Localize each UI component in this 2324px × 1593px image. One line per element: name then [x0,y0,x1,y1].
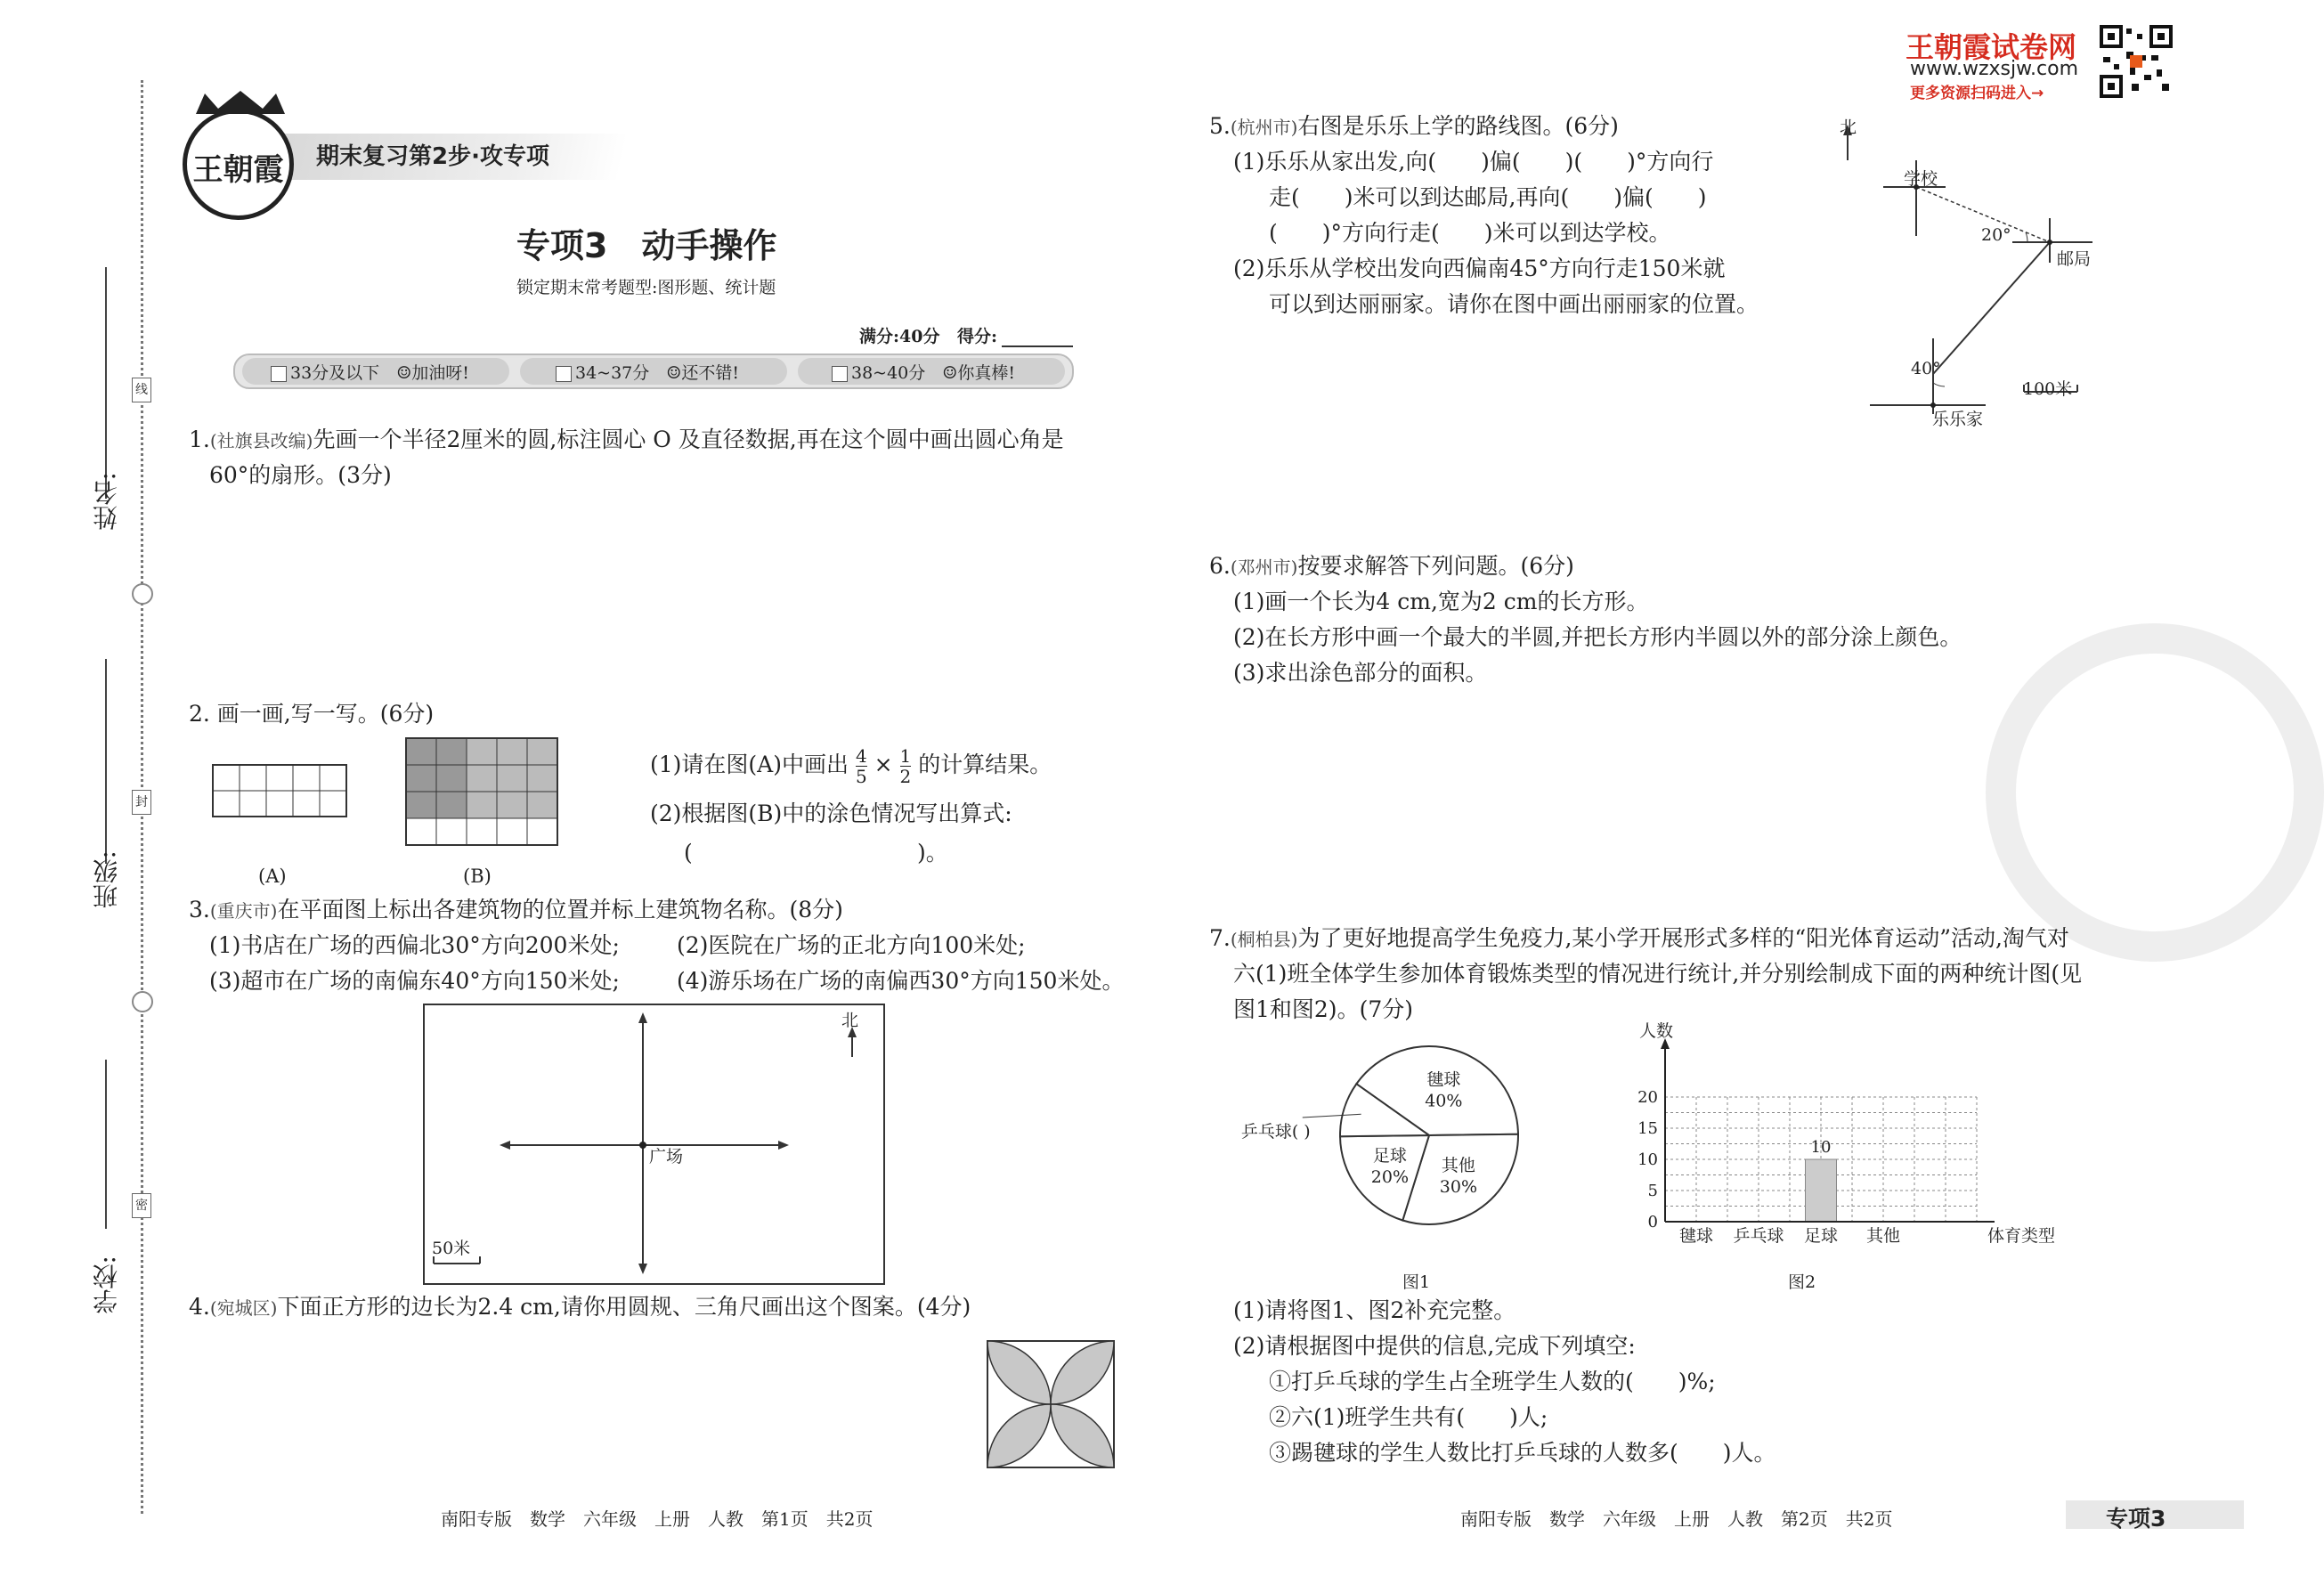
logo-crown-icon [187,89,294,116]
q6-line2: (2)在长方形中画一个最大的半圆,并把长方形内半圆以外的部分涂上颜色。 [1233,624,1962,650]
q3-title: 3.(重庆市)在平面图上标出各建筑物的位置并标上建筑物名称。(8分) [189,897,843,922]
q2-answer-open[interactable]: ( [684,840,693,866]
q3-center-label: 广场 [649,1147,684,1166]
score-option-1[interactable]: 33分及以下 ☺加油呀! [271,360,469,384]
logo-badge [183,109,294,220]
name-label: 姓名: [92,472,121,531]
q5-line3: ( )°方向行走( )米可以到达学校。 [1269,220,1671,246]
pie-value: 20% [1370,1166,1410,1187]
q5-line2: 走( )米可以到达邮局,再向( )偏( ) [1269,184,1707,210]
score-option-2[interactable]: 34~37分 ☺还不错! [556,360,739,384]
q3-item-3: (3)超市在广场的南偏东40°方向150米处; [209,968,620,994]
school-underline [105,1060,107,1229]
logo-text: 王朝霞 [192,152,284,188]
y-axis-label: 人数 [1638,1021,1674,1041]
q5-school-label: 学校 [1904,169,1938,189]
grid-b [405,737,558,849]
q7-sub1: (1)请将图1、图2补充完整。 [1233,1297,1516,1323]
q1-line2: 60°的扇形。(3分) [209,462,392,488]
q3-item-1: (1)书店在广场的西偏北30°方向200米处; [209,932,620,958]
seal-mark-mi: 密 [132,1193,151,1218]
q5-scale-label: 100米 [2023,379,2073,399]
score-label: 得分: [957,327,998,346]
q7-fill-3[interactable]: ③踢毽球的学生人数比打乒乓球的人数多( )人。 [1269,1440,1776,1466]
x-tick-label: 乒乓球 [1733,1226,1784,1246]
name-underline [105,267,107,499]
page-subtitle: 锁定期末常考题型:图形题、统计题 [516,278,776,297]
bar [1806,1159,1837,1222]
school-label: 学校: [92,1256,121,1314]
binding-hole-icon [132,583,153,605]
q7-sub2: (2)请根据图中提供的信息,完成下列填空: [1233,1333,1636,1359]
q3-north-label: 北 [841,1011,859,1030]
seal-watermark-icon [1986,623,2324,962]
q3-item-4: (4)游乐场在广场的南偏西30°方向150米处。 [677,968,1125,994]
seal-mark-xian: 线 [132,378,151,402]
footer-tag: 专项3 [2106,1506,2166,1532]
q2-title: 2. 画一画,写一写。(6分) [189,701,435,727]
fig1-label: 图1 [1402,1272,1431,1292]
pie-chart [1240,1042,1549,1264]
q5-title: 5.(杭州市)右图是乐乐上学的路线图。(6分) [1209,113,1619,139]
q7-line2: 六(1)班全体学生参加体育锻炼类型的情况进行统计,并分别绘制成下面的两种统计图(见 [1233,961,2083,987]
q5-line4: (2)乐乐从学校出发向西偏南45°方向行走150米就 [1233,256,1726,281]
x-tick-label: 毽球 [1678,1226,1714,1246]
checkbox[interactable] [832,366,848,382]
y-tick-label: 0 [1647,1213,1658,1231]
q3-item-2: (2)医院在广场的正北方向100米处; [677,932,1026,958]
checkbox[interactable] [556,366,572,382]
q6-title: 6.(邓州市)按要求解答下列问题。(6分) [1209,553,1574,579]
pie-label: 毽球 [1426,1069,1461,1090]
class-label: 班级: [92,850,121,909]
pie-label: 乒乓球( ) [1240,1121,1311,1142]
bar-data-label: 10 [1810,1138,1832,1157]
x-axis-label: 体育类型 [1987,1226,2056,1246]
q1-line1: 1.(社旗县改编)先画一个半径2厘米的圆,标注圆心 O 及直径数据,再在这个圆中画出圆心角是 [189,427,1064,452]
binding-hole-icon [132,991,153,1012]
smile-icon: ☺ [666,363,682,383]
brand-url[interactable]: www.wzxsjw.com [1910,58,2079,80]
class-underline [105,659,107,864]
grid-b-svg [405,737,558,846]
grid-a [212,764,347,821]
q4-pattern-svg [987,1340,1115,1468]
q5-home-label: 乐乐家 [1932,410,1984,429]
q2-part2: (2)根据图(B)中的涂色情况写出算式: [650,801,1012,826]
q6-line3: (3)求出涂色部分的面积。 [1233,660,1488,686]
q7-fill-2[interactable]: ②六(1)班学生共有( )人; [1269,1404,1548,1430]
y-tick-label: 20 [1637,1088,1658,1107]
brand-name: 王朝霞试卷网 [1906,30,2077,64]
header-banner-text: 期末复习第2步·攻专项 [316,143,549,170]
q7-line1: 7.(桐柏县)为了更好地提高学生免疫力,某小学开展形式多样的“阳光体育运动”活动,淘气对 [1209,925,2069,951]
pie-label: 其他 [1441,1156,1475,1176]
q5-angle-20: 20° [1981,225,2011,245]
q5-post-label: 邮局 [2057,249,2092,269]
q5-route-map[interactable] [1834,107,2101,454]
smile-icon: ☺ [942,363,958,383]
q6-line1: (1)画一个长为4 cm,宽为2 cm的长方形。 [1233,589,1649,614]
q5-angle-40: 40° [1911,359,1941,378]
q3-scale-label: 50米 [432,1239,471,1258]
grid-a-svg [212,764,347,817]
q4-title: 4.(宛城区)下面正方形的边长为2.4 cm,请你用圆规、三角尺画出这个图案。(4分) [189,1294,971,1320]
qr-code-icon[interactable] [2100,25,2173,98]
x-tick-label: 其他 [1865,1226,1901,1246]
seal-mark-feng: 封 [132,790,151,815]
smile-icon: ☺ [396,363,412,383]
q5-line1: (1)乐乐从家出发,向( )偏( )( )°方向行 [1233,149,1714,175]
footer-left: 南阳专版 数学 六年级 上册 人教 第1页 共2页 [441,1508,874,1530]
q5-line5: 可以到达丽丽家。请你在图中画出丽丽家的位置。 [1269,291,1759,317]
checkbox[interactable] [271,366,287,382]
full-score: 满分:40分 [859,327,940,346]
q5-north-label: 北 [1840,118,1857,137]
q2-part1: (1)请在图(A)中画出 $\frac{4}{5}$ × $\frac{1}{2}$ 的计算结果。 [650,745,1052,787]
pie-label: 足球 [1372,1145,1407,1166]
label-a: (A) [258,866,287,887]
y-tick-label: 10 [1637,1150,1658,1169]
q7-line3: 图1和图2)。(7分) [1233,996,1413,1022]
y-tick-label: 5 [1647,1182,1658,1200]
label-b: (B) [463,866,492,887]
q7-fill-1[interactable]: ①打乒乓球的学生占全班学生人数的( )%; [1269,1369,1716,1394]
score-option-3[interactable]: 38~40分 ☺你真棒! [832,360,1015,384]
q3-map-frame[interactable] [423,1004,885,1285]
footer-right: 南阳专版 数学 六年级 上册 人教 第2页 共2页 [1460,1508,1893,1530]
score-blank[interactable] [1002,345,1073,347]
brand-slogan: 更多资源扫码进入→ [1910,85,2044,102]
score-rating-bar [233,354,1074,389]
y-tick-label: 15 [1637,1119,1658,1138]
bar-chart [1612,1021,2056,1273]
q5-route-svg [1834,107,2101,454]
q2-answer-close[interactable]: )。 [917,840,948,866]
pie-value: 40% [1425,1091,1463,1111]
x-tick-label: 足球 [1803,1226,1839,1246]
pie-value: 30% [1439,1177,1478,1198]
fig2-label: 图2 [1788,1272,1816,1292]
page-title: 专项3 动手操作 [516,226,777,265]
